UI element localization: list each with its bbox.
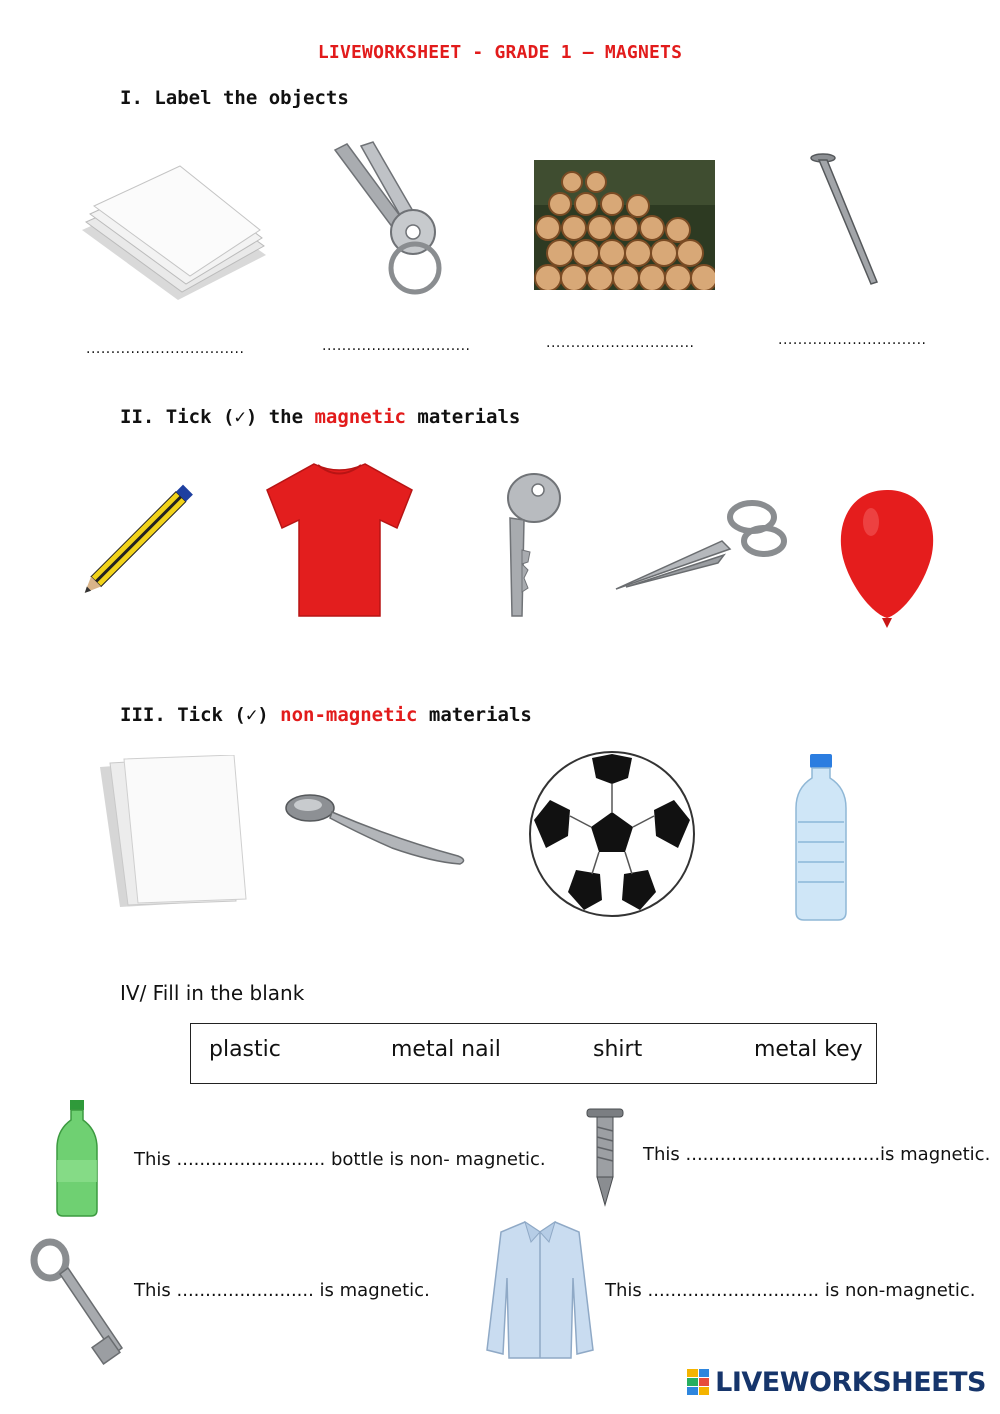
wood-logs-image <box>534 160 715 290</box>
shirt-image <box>485 1218 595 1360</box>
nail-image <box>805 150 890 290</box>
key-image[interactable] <box>490 470 570 620</box>
section-3-heading-post: materials <box>417 704 532 726</box>
sentence-3[interactable]: This ........................ is magnetic. <box>134 1280 430 1301</box>
label-blank-3[interactable]: .............................. <box>546 335 695 351</box>
section-2-heading <box>120 406 520 428</box>
water-bottle-image[interactable] <box>790 752 852 922</box>
worksheet-title: LIVEWORKSHEET - GRADE 1 – MAGNETS <box>317 42 683 63</box>
section-3-heading <box>120 704 532 726</box>
section-2-highlight: magnetic <box>314 406 406 428</box>
word-bank <box>190 1023 877 1084</box>
paper-sheets-image[interactable] <box>98 755 248 910</box>
keys-image <box>325 140 455 300</box>
word-metal-nail: metal nail <box>391 1037 501 1062</box>
word-plastic: plastic <box>209 1037 281 1062</box>
sentence-2[interactable]: This ..................................is magnetic. <box>643 1144 991 1165</box>
spoon-image[interactable] <box>282 790 472 870</box>
scissors-image[interactable] <box>612 495 792 595</box>
red-tshirt-image[interactable] <box>262 460 417 620</box>
label-blank-1[interactable]: ................................ <box>86 341 245 357</box>
liveworksheets-logo <box>687 1364 986 1400</box>
word-metal-key: metal key <box>754 1037 863 1062</box>
pencil-image[interactable] <box>70 465 215 610</box>
sentence-1[interactable]: This .......................... bottle is non- magnetic. <box>134 1149 546 1170</box>
section-4-heading: IV/ Fill in the blank <box>120 981 305 1005</box>
soccer-ball-image[interactable] <box>528 750 696 918</box>
label-blank-4[interactable]: .............................. <box>778 332 927 348</box>
sentence-4[interactable]: This .............................. is non-magnetic. <box>605 1280 976 1301</box>
metal-nail-image <box>585 1107 627 1207</box>
word-shirt: shirt <box>593 1037 643 1062</box>
metal-key-image <box>30 1238 135 1366</box>
paper-stack-image <box>78 160 268 305</box>
section-1-heading: I. Label the objects <box>120 87 349 109</box>
section-3-highlight: non-magnetic <box>280 704 418 726</box>
section-2-heading-pre: II. Tick (✓) the <box>120 406 315 428</box>
logo-text: LIVEWORKSHEETS <box>715 1366 986 1398</box>
section-3-heading-pre: III. Tick (✓) <box>120 704 281 726</box>
green-bottle-image <box>55 1098 100 1218</box>
section-2-heading-post: materials <box>405 406 521 428</box>
red-balloon-image[interactable] <box>835 488 940 633</box>
logo-mark-icon <box>687 1369 709 1395</box>
label-blank-2[interactable]: .............................. <box>322 338 471 354</box>
